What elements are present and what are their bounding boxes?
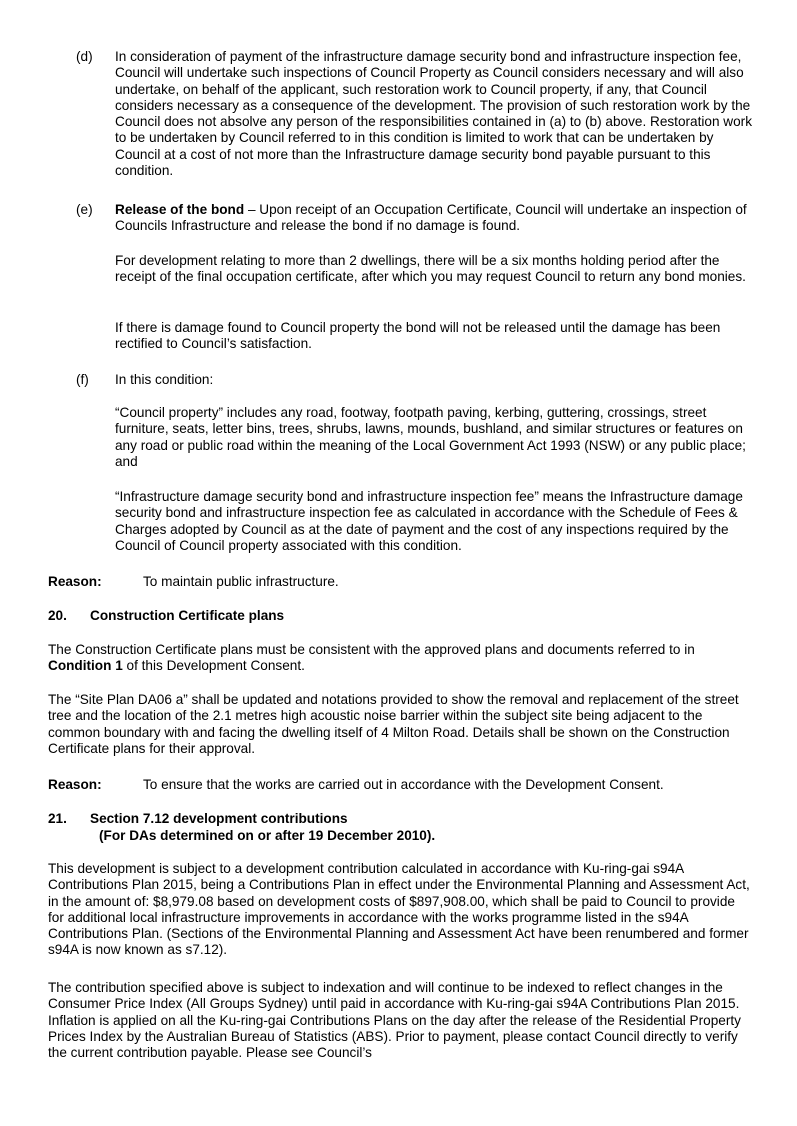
- clause-d-text: In consideration of payment of the infrastructure damage security bond and infrastructure inspection fee, Council will undertake such inspections of Council Property as Council considers necessary and will also undertake, on behalf of the applicant, such restoration work to Council property, if any, that Council considers necessary as a consequence of the development. The provision of such restoration work by the Council does not absolve any person of the responsibilities contained in (a) to (b) above. Restoration work to be undertaken by Council referred to in this condition is limited to work that can be undertaken by Council at a cost of not more than the Infrastructure damage security bond payable pursuant to this condition.: [115, 49, 752, 179]
- reason-label: [48, 574, 102, 590]
- clause-e-label: (e): [76, 202, 93, 217]
- section-21-para1: This development is subject to a development contribution calculated in accordance with Ku-ring-gai s94A Contributions Plan 2015, being a Contributions Plan in effect under the Environmental Planning and Assessment Act, in the amount of: $8,979.08 based on development costs of $897,908.00, which shall be paid to Council to provide for additional local infrastructure improvements in accordance with the works programme listed in the s94A Contributions Plan. (Sections of the Environmental Planning and Assessment Act have been renumbered and former s94A is now known as s7.12).: [48, 861, 750, 958]
- section-20-para1: [48, 642, 753, 675]
- section-21-number: 21.: [48, 811, 67, 826]
- clause-f-text: In this condition:: [115, 372, 214, 387]
- reason-key-1: Reason:: [48, 574, 102, 589]
- section-20-para1-c: of this Development Consent.: [122, 658, 305, 674]
- clause-e-text: [115, 202, 755, 235]
- clause-f-para3: “Infrastructure damage security bond and infrastructure inspection fee” means the Infrastructure damage security bond and infrastructure inspection fee as calculated in accordance with the Schedule of Fees & Charges adopted by Council as at the date of payment and the cost of any inspections required by the Council of Council property associated with this condition.: [115, 489, 743, 553]
- reason-key-2: Reason:: [48, 777, 102, 792]
- clause-f-label: (f): [76, 372, 89, 387]
- section-21-para2: The contribution specified above is subject to indexation and will continue to be indexed to reflect changes in the Consumer Price Index (All Groups Sydney) until paid in accordance with Ku-ring-gai s94A Contributions Plan 2015. Inflation is applied on all the Ku-ring-gai Contributions Plans on the day after the release of the Residential Property Prices Index by the Australian Bureau of Statistics (ABS). Prior to payment, please contact Council directly to verify the current contribution payable. Please see Council’s: [48, 980, 741, 1061]
- clause-f-para2: “Council property” includes any road, footway, footpath paving, kerbing, guttering, crossings, street furniture, seats, letter bins, trees, shrubs, lawns, mounds, bushland, and similar structures or features on any road or public road within the meaning of the Local Government Act 1993 (NSW) or any public place; and: [115, 405, 746, 469]
- section-20-title: Construction Certificate plans: [90, 608, 285, 623]
- clause-d-label: (d): [76, 49, 93, 64]
- clause-e-body: – Upon receipt of an Occupation Certificate, Council will undertake an inspection of Councils Infrastructure and release the bond if no damage is found.: [115, 202, 747, 234]
- clause-e-heading: Release of the bond: [115, 202, 245, 217]
- clause-e-para2: For development relating to more than 2 dwellings, there will be a six months holding period after the receipt of the final occupation certificate, after which you may request Council to return any bond monies.: [115, 253, 746, 285]
- reason-value-2: To ensure that the works are carried out in accordance with the Development Consent.: [143, 777, 664, 792]
- condition-1-ref: Condition 1: [48, 658, 123, 674]
- section-20-para1-a: The Construction Certificate plans must be consistent with the approved plans and documents referred to in: [48, 642, 695, 657]
- section-21-subtitle: (For DAs determined on or after 19 December 2010).: [99, 828, 436, 843]
- section-21-title: Section 7.12 development contributions: [90, 811, 348, 826]
- section-20-number: 20.: [48, 608, 67, 623]
- section-20-para2: The “Site Plan DA06 a” shall be updated and notations provided to show the removal and replacement of the street tree and the location of the 2.1 metres high acoustic noise barrier within the subject site being adjacent to the common boundary with and facing the dwelling itself of 4 Milton Road. Details shall be shown on the Construction Certificate plans for their approval.: [48, 692, 739, 756]
- clause-e-para3: If there is damage found to Council property the bond will not be released until the damage has been rectified to Council’s satisfaction.: [115, 320, 721, 352]
- reason-value-1: To maintain public infrastructure.: [143, 574, 339, 589]
